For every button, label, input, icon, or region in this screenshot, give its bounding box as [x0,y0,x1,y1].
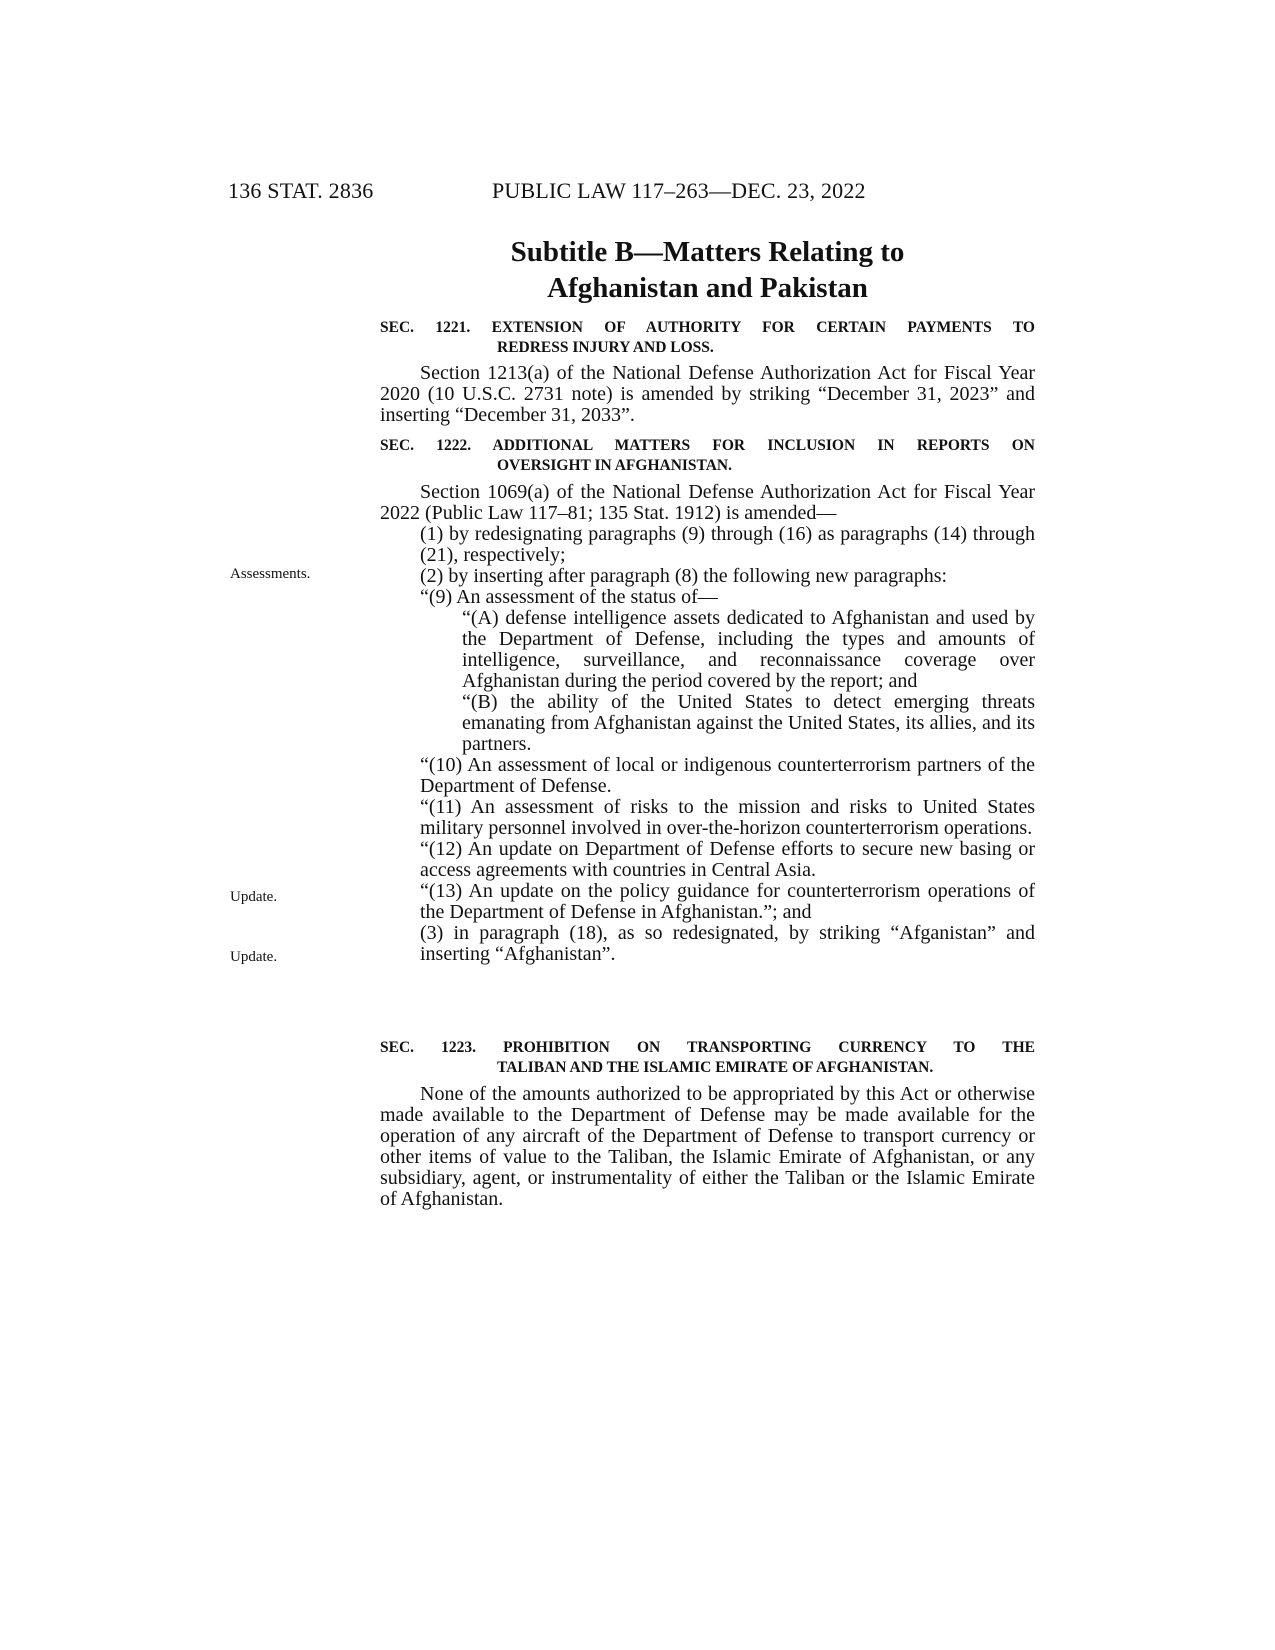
sec-1221-heading-line-1: SEC. 1221. EXTENSION OF AUTHORITY FOR CERTAIN PAYMENTS TO [380,319,1035,336]
side-note-update: Update. [230,889,278,905]
quoted-para-12: “(12) An update on Department of Defense efforts to secure new basing or access agreements with countries in Central Asia. [420,838,1035,881]
quoted-para-11: “(11) An assessment of risks to the mission and risks to United States military personnel involved in over-the-horizon counterterrorism operations. [420,796,1035,839]
page-law-header: PUBLIC LAW 117–263—DEC. 23, 2022 [492,178,866,203]
sec-1221-body [380,363,1035,426]
subtitle-heading [380,234,1035,306]
sec-1223-body [380,1084,1035,1210]
sec-1222-para-3: (3) in paragraph (18), as so redesignated, by striking “Afganistan” and inserting “Afghanistan”. [420,922,1035,965]
sec-1222-heading-line-2: OVERSIGHT IN AFGHANISTAN. [497,457,732,474]
subtitle-line-2: Afghanistan and Pakistan [547,272,868,304]
sec-1222-para-1: (1) by redesignating paragraphs (9) through (16) as paragraphs (14) through (21), respectively; [420,523,1035,566]
subtitle-line-1: Subtitle B—Matters Relating to [510,236,905,268]
sec-1222-heading-line-1: SEC. 1222. ADDITIONAL MATTERS FOR INCLUSION IN REPORTS ON [380,437,1035,454]
sec-1221-text: Section 1213(a) of the National Defense Authorization Act for Fiscal Year 2020 (10 U.S.C. 2731 note) is amended by striking “December 31, 2023” and inserting “December 31, 2033”. [380,362,1035,426]
quoted-para-9-B: “(B) the ability of the United States to detect emerging threats emanating from Afghanistan against the United States, its allies, and its partners. [462,691,1035,755]
sec-1221-heading [380,318,1035,358]
side-note-update: Update. [230,949,278,965]
sec-1222-heading [380,436,1035,476]
sec-1222-intro: Section 1069(a) of the National Defense Authorization Act for Fiscal Year 2022 (Public Law 117–81; 135 Stat. 1912) is amended— [380,481,1035,524]
side-note-assessments: Assessments. [230,566,311,582]
sec-1223-heading [380,1038,1035,1078]
quoted-para-10: “(10) An assessment of local or indigenous counterterrorism partners of the Department of Defense. [420,754,1035,797]
page-stat-number: 136 STAT. 2836 [228,178,374,203]
sec-1223-text: None of the amounts authorized to be appropriated by this Act or otherwise made available to the Department of Defense may be made available for the operation of any aircraft of the Department of Defense to transport currency or other items of value to the Taliban, the Islamic Emirate of Afghanistan, or any subsidiary, agent, or instrumentality of either the Taliban or the Islamic Emirate of Afghanistan. [380,1083,1035,1210]
sec-1223-heading-line-1: SEC. 1223. PROHIBITION ON TRANSPORTING CURRENCY TO THE [380,1039,1035,1056]
quoted-para-9: “(9) An assessment of the status of— [420,586,718,608]
quoted-para-13: “(13) An update on the policy guidance for counterterrorism operations of the Department of Defense in Afghanistan.”; and [420,880,1035,923]
sec-1222-body [380,482,1035,965]
quoted-para-9-A: “(A) defense intelligence assets dedicated to Afghanistan and used by the Department of Defense, including the types and amounts of intelligence, surveillance, and reconnaissance coverage over Afghanistan during the period covered by the report; and [462,607,1035,692]
sec-1222-para-2: (2) by inserting after paragraph (8) the following new paragraphs: [420,565,948,587]
sec-1223-heading-line-2: TALIBAN AND THE ISLAMIC EMIRATE OF AFGHANISTAN. [497,1059,934,1076]
sec-1221-heading-line-2: REDRESS INJURY AND LOSS. [497,339,714,356]
